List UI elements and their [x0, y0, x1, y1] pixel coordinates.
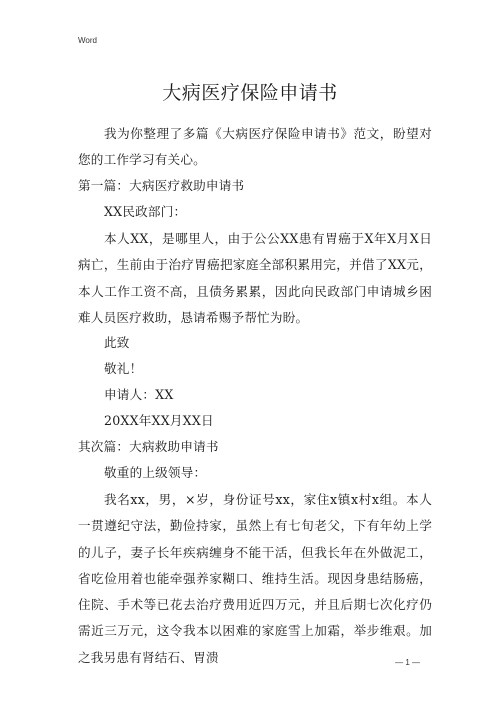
- closing-jing-li: 敬礼！: [104, 361, 143, 376]
- salutation-1: XX民政部门：: [104, 204, 187, 219]
- body-paragraph-2: 我名xx，男，×岁，身份证号xx，家住x镇x村x组。本人一贯遵纪守法，勤俭持家，虽然上有七旬老父，下有年幼上学的儿子，妻子长年疾病缠身不能干活，但我长年在外做泥工，省吃俭用着也能牵强养家糊口、维持生活。现因身患结肠癌，住院、手术等已花去治疗费用近四万元，并且后期七次化疗仍需近三万元，这令我本以困难的家庭雪上加霜，举步维艰。加之我另患有肾结石、胃溃: [78, 492, 432, 665]
- salutation-2: 敬重的上级领导：: [104, 465, 207, 480]
- closing-ci-zhi: 此致: [104, 335, 130, 350]
- body-paragraph-1: 本人XX，是哪里人，由于公公XX患有胃癌于X年X月X日病亡，生前由于治疗胃癌把家庭全部积累用完，并借了XX元，本人工作工资不高，且债务累累，因此向民政部门申请城乡困难人员医疗救助，恳请希赐予帮忙为盼。: [78, 231, 432, 325]
- intro-paragraph: 我为你整理了多篇《大病医疗保险申请书》范文，盼望对您的工作学习有关心。: [78, 126, 432, 168]
- page-number: — 1 —: [395, 658, 420, 667]
- section-heading-1: 第一篇：大病医疗救助申请书: [78, 178, 245, 193]
- section-heading-2: 其次篇：大病救助申请书: [78, 439, 219, 454]
- document-title: 大病医疗保险申请书: [162, 82, 338, 104]
- date-line: 20XX年XX月XX日: [104, 413, 214, 428]
- applicant-line: 申请人：XX: [104, 387, 174, 402]
- header-app-label: Word: [78, 36, 97, 45]
